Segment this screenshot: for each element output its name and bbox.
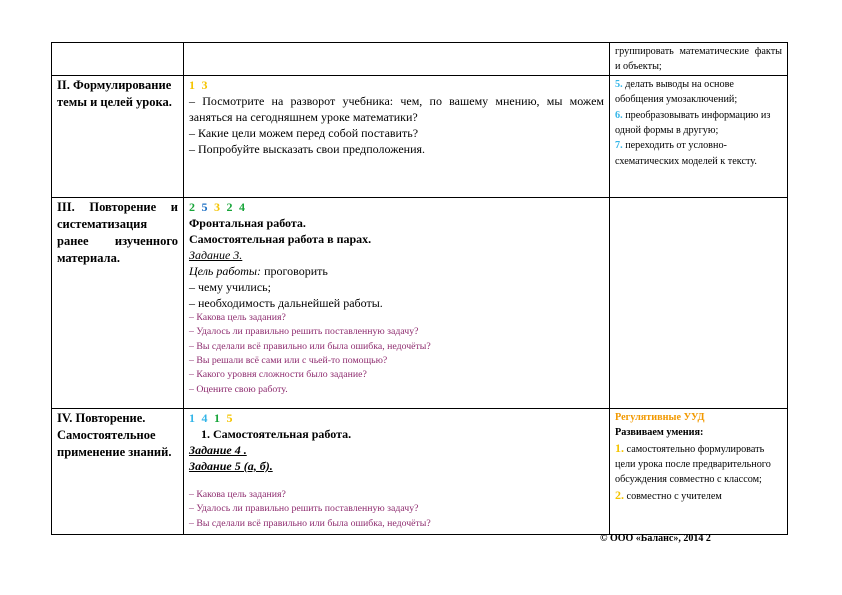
uud-item (615, 441, 782, 488)
uud-text: группировать математические факты и объекты; (615, 46, 782, 73)
activity-number: 5 (201, 199, 208, 214)
lesson-plan-table (51, 42, 788, 535)
reflection-question: – Вы решали всё сами или с чьей-то помощью? (189, 355, 388, 367)
teacher-line: – Попробуйте высказать свои предположения. (189, 141, 426, 156)
uud-item-text: преобразовывать информацию из одной формы в другую; (615, 109, 771, 137)
uud-item-text: совместно с учителем (626, 490, 722, 502)
activity-numbers (189, 77, 604, 93)
content-cell (184, 75, 610, 197)
stage-cell (52, 43, 184, 76)
activity-number: 3 (214, 199, 221, 214)
table-row (52, 408, 788, 534)
uud-item-text: переходить от условно-схематических моделей к тексту. (615, 140, 757, 167)
uud-subheading: Развиваем умения: (615, 427, 704, 439)
table-row (52, 197, 788, 408)
uud-item-number: 7. (615, 140, 623, 152)
task-label: Задание 4 . (189, 442, 247, 457)
spacer (189, 474, 604, 488)
stage-title: IV. Повторение. Самостоятельное применение знаний. (57, 410, 172, 459)
uud-item-number: 6. (615, 109, 623, 121)
uud-item-number: 5. (615, 78, 623, 90)
uud-cell (610, 197, 788, 408)
goal-text: проговорить (261, 263, 328, 278)
stage-cell (52, 75, 184, 197)
content-cell (184, 408, 610, 534)
work-type: Фронтальная работа. (189, 215, 306, 230)
reflection-question: – Какого уровня сложности было задание? (189, 369, 367, 381)
uud-item-number: 2. (615, 487, 624, 502)
reflection-question: – Удалось ли правильно решить поставленную задачу? (189, 326, 419, 338)
copyright-footer: © ООО «Баланс», 2014 2 (600, 533, 711, 544)
activity-number: 5 (226, 410, 233, 425)
table-row (52, 75, 788, 197)
goal-label: Цель работы: (189, 263, 262, 278)
uud-heading: Регулятивные УУД (615, 411, 705, 423)
activity-number: 1 (189, 410, 196, 425)
uud-item (615, 138, 782, 169)
uud-item (615, 77, 782, 108)
uud-item (615, 108, 782, 139)
activity-numbers (189, 199, 604, 215)
uud-item-text: делать выводы на основе обобщения умозаключений; (615, 78, 738, 106)
teacher-line: – Какие цели можем перед собой поставить? (189, 125, 419, 140)
stage-cell (52, 408, 184, 534)
stage-cell (52, 197, 184, 408)
activity-number: 1 (214, 410, 221, 425)
activity-number: 2 (226, 199, 233, 214)
task-label: Задание 5 (а, б). (189, 458, 273, 473)
activity-number: 3 (201, 77, 208, 92)
task-label: Задание 3. (189, 247, 243, 262)
goal-item: – чему учились; (189, 279, 271, 294)
uud-cell (610, 43, 788, 76)
uud-item-text: самостоятельно формулировать цели урока после предварительного обсуждения совместно с классом; (615, 443, 771, 486)
activity-numbers (189, 410, 604, 426)
activity-number: 4 (201, 410, 208, 425)
work-type: Самостоятельная работа в парах. (189, 231, 372, 246)
goal-line (189, 263, 604, 279)
stage-title: III. Повторение и систематизация ранее изученного материала. (57, 199, 178, 265)
reflection-question: – Вы сделали всё правильно или была ошибка, недочёты? (189, 340, 431, 352)
table-row (52, 43, 788, 76)
teacher-line: – Посмотрите на разворот учебника: чем, по вашему мнению, мы можем заняться на сегодняшнем уроке математики? (189, 93, 604, 124)
uud-cell (610, 75, 788, 197)
uud-item (615, 488, 782, 504)
work-type: 1. Самостоятельная работа. (201, 426, 352, 441)
reflection-question: – Удалось ли правильно решить поставленную задачу? (189, 503, 419, 515)
content-cell (184, 197, 610, 408)
content-cell (184, 43, 610, 76)
uud-cell (610, 408, 788, 534)
stage-title: II. Формулирование темы и целей урока. (57, 77, 172, 109)
reflection-question: – Какова цель задания? (189, 488, 286, 500)
reflection-question: – Какова цель задания? (189, 311, 286, 323)
reflection-question: – Оцените свою работу. (189, 383, 288, 395)
goal-item: – необходимость дальнейшей работы. (189, 295, 383, 310)
activity-number: 2 (189, 199, 196, 214)
uud-item-number: 1. (615, 440, 624, 455)
activity-number: 1 (189, 77, 196, 92)
activity-number: 4 (239, 199, 246, 214)
reflection-question: – Вы сделали всё правильно или была ошибка, недочёты? (189, 517, 431, 529)
